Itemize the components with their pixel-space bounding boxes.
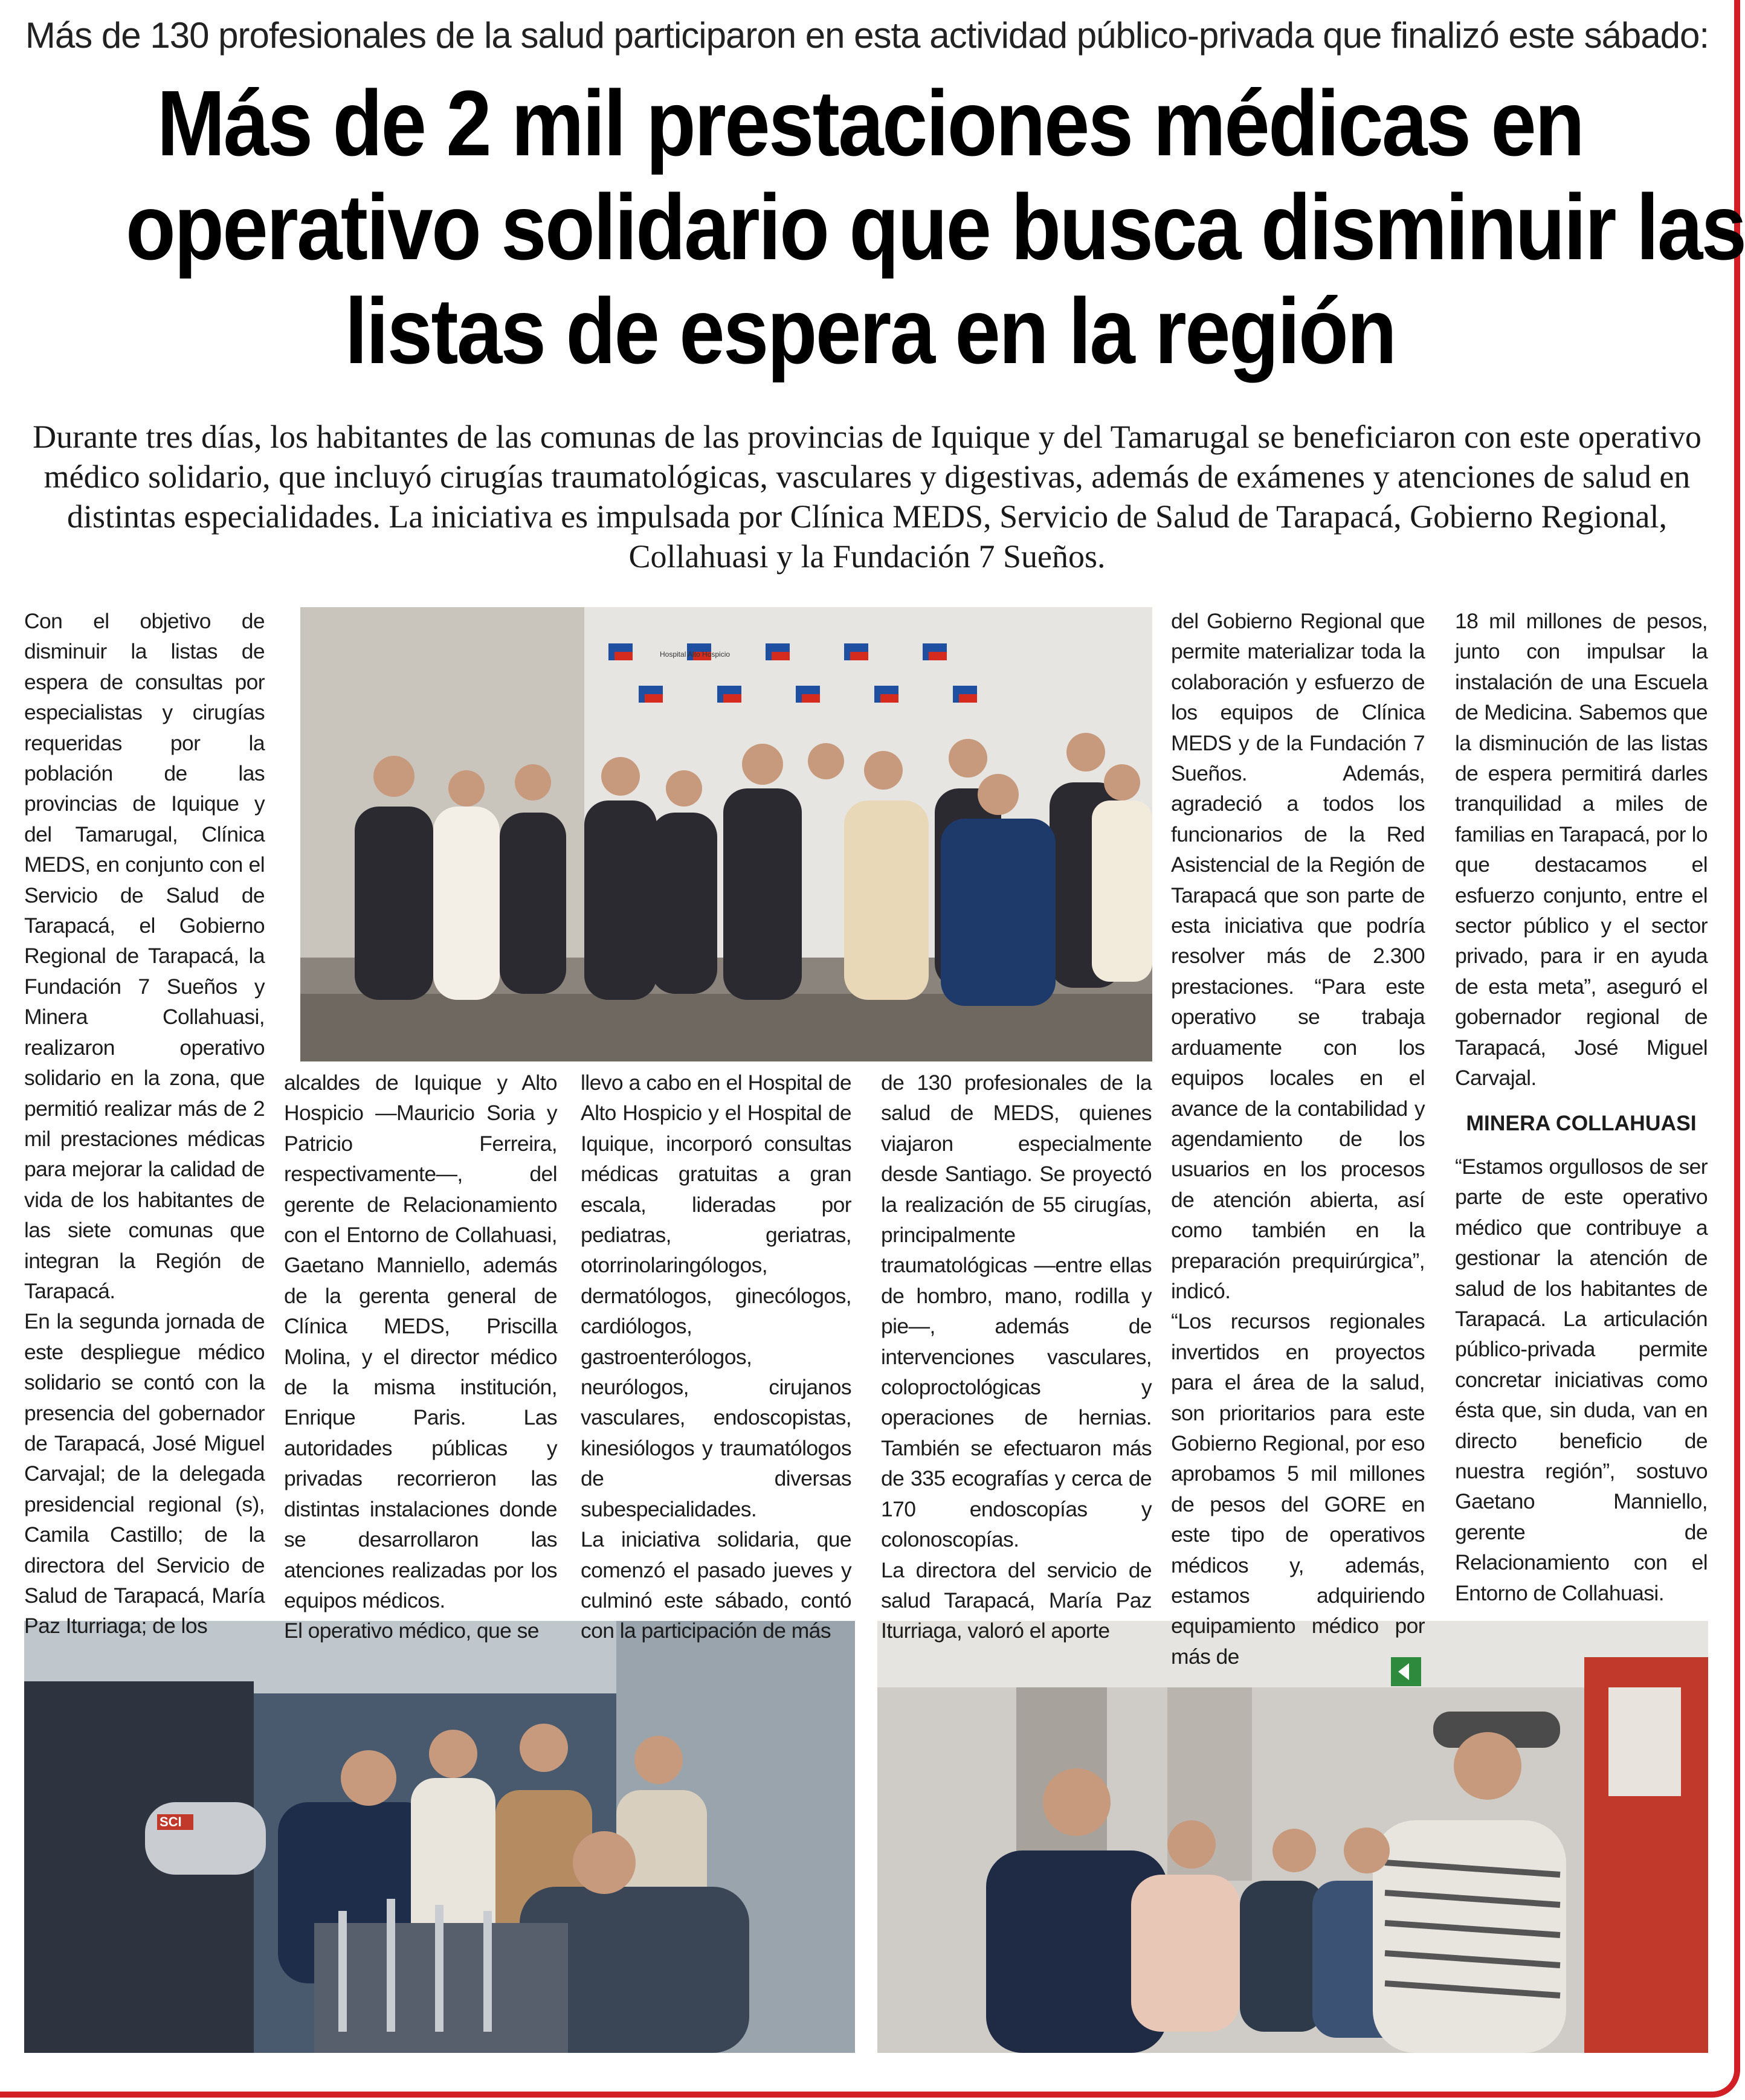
column-6-subheading: MINERA COLLAHUASI	[1466, 1110, 1697, 1135]
column-5-paragraph-1: del Gobierno Regional que permite materializar toda la colaboración y esfuerzo de los equipos de Clínica MEDS y de la Fundación 7 Sueños. Además, agradeció a todos los funcionarios de la Red Asistencial de la Región de Tarapacá que son parte de esta iniciativa que podría resolver más de 2.300 prestaciones. “Para este operativo se trabaja arduamente con los equipos locales en el avance de la contabilidad y agendamiento de los usuarios en los procesos de atención abierta, así como también en la preparación prequirúrgica”, indicó.	[1171, 609, 1425, 1303]
column-4-paragraph-1: de 130 profesionales de la salud de MEDS, quienes viajaron especialmente desde Santiago. Se proyectó la realización de 55 cirugías, principalmente traumatológicas —entre ellas de hombro, mano, rodilla y pie—, además de intervenciones vasculares, coloproctológicas y operaciones de hernias. También se efectuaron más de 335 ecografías y cerca de 170 endoscopías y colonoscopías.	[881, 1071, 1152, 1552]
column-5	[1171, 606, 1425, 1672]
column-2-paragraph-2: El operativo médico, que se	[284, 1618, 539, 1643]
column-5-paragraph-2: “Los recursos regionales invertidos en proyectos para el área de la salud, son prioritarios para este Gobierno Regional, por eso aprobamos 5 mil millones de pesos del GORE en este tipo de operativos médicos y, además, estamos adquiriendo equipamiento médico por más de	[1171, 1309, 1425, 1669]
kicker-line: Más de 130 profesionales de la salud participaron en esta actividad público-privada que finalizó este sábado:	[25, 15, 1709, 56]
gym-brand-text: SCI	[160, 1814, 182, 1829]
column-3-paragraph-2: La iniciativa solidaria, que comenzó el pasado jueves y culminó este sábado, contó con la participación de más	[581, 1527, 851, 1643]
column-3	[581, 1068, 851, 1646]
column-4-paragraph-2: La directora del servicio de salud Tarapacá, María Paz Iturriaga, valoró el aporte	[881, 1557, 1152, 1643]
headline-line-3: listas de espera en la región	[344, 279, 1396, 383]
physiotherapy-photo	[24, 1621, 855, 2053]
column-2-paragraph-1: alcaldes de Iquique y Alto Hospicio —Mauricio Soria y Patricio Ferreira, respectivamente—, del gerente de Relacionamiento con el Entorno de Collahuasi, Gaetano Manniello, además de la gerenta general de Clínica MEDS, Priscilla Molina, y el director médico de la misma institución, Enrique Paris. Las autoridades públicas y privadas recorrieron las distintas instalaciones donde se desarrollaron las atenciones realizadas por los equipos médicos.	[284, 1071, 557, 1612]
backdrop-logo-text: Hospital Alto Hospicio	[660, 650, 731, 659]
column-3-paragraph-1: llevo a cabo en el Hospital de Alto Hospicio y el Hospital de Iquique, incorporó consultas médicas gratuitas a gran escala, lideradas por pediatras, geriatras, otorrinolaringólogos, dermatólogos, ginecólogos, cardiólogos, gastroenterólogos, neurólogos, cirujanos vasculares, endoscopistas, kinesiólogos y traumatólogos de diversas subespecialidades.	[581, 1071, 851, 1521]
headline-line-1: Más de 2 mil prestaciones médicas en	[156, 71, 1584, 175]
column-2	[284, 1068, 557, 1646]
waiting-room-photo	[877, 1621, 1708, 2053]
column-6	[1455, 606, 1708, 1608]
headline-line-2: operativo solidario que busca disminuir las	[126, 175, 1745, 279]
headline	[126, 71, 1745, 383]
column-1-paragraph-2: En la segunda jornada de este despliegue médico solidario se contó con la presencia del gobernador de Tarapacá, José Miguel Carvajal; de la delegada presidencial regional (s), Camila Castillo; de la directora del Servicio de Salud de Tarapacá, María Paz Iturriaga; de los	[24, 1309, 265, 1638]
column-1	[24, 606, 265, 1641]
column-1-paragraph-1: Con el objetivo de disminuir la listas de espera de consultas por especialistas y cirugías requeridas por la población de las provincias de Iquique y del Tamarugal, Clínica MEDS, en conjunto con el Servicio de Salud de Tarapacá, el Gobierno Regional de Tarapacá, la Fundación 7 Sueños y Minera Collahuasi, realizaron operativo solidario en la zona, que permitió realizar más de 2 mil prestaciones médicas para mejorar la calidad de vida de los habitantes de las siete comunas que integran la Región de Tarapacá.	[24, 609, 265, 1303]
lede-paragraph: Durante tres días, los habitantes de las comunas de las provincias de Iquique y del Tamarugal se beneficiaron con este operativo médico solidario, que incluyó cirugías traumatológicas, vasculares y digestivas, además de exámenes y atenciones de salud en distintas especialidades. La iniciativa es impulsada por Clínica MEDS, Servicio de Salud de Tarapacá, Gobierno Regional, Collahuasi y la Fundación 7 Sueños.	[33, 419, 1701, 575]
column-6-paragraph-2: “Estamos orgullosos de ser parte de este operativo médico que contribuye a gestionar la atención de salud de los habitantes de Tarapacá. La articulación público-privada permite concretar iniciativas como ésta que, sin duda, van en directo beneficio de nuestra región”, sostuvo Gaetano Manniello, gerente de Relacionamiento con el Entorno de Collahuasi.	[1455, 1154, 1708, 1605]
group-photo	[300, 607, 1152, 1061]
column-6-paragraph-1: 18 mil millones de pesos, junto con impulsar la instalación de una Escuela de Medicina. Sabemos que la disminución de las listas de espera permitirá darles tranquilidad a miles de familias en Tarapacá, por lo que destacamos el esfuerzo conjunto, entre el sector público y el sector privado, para ir en ayuda de esta meta”, aseguró el gobernador regional de Tarapacá, José Miguel Carvajal.	[1455, 609, 1708, 1090]
column-4	[881, 1068, 1152, 1646]
